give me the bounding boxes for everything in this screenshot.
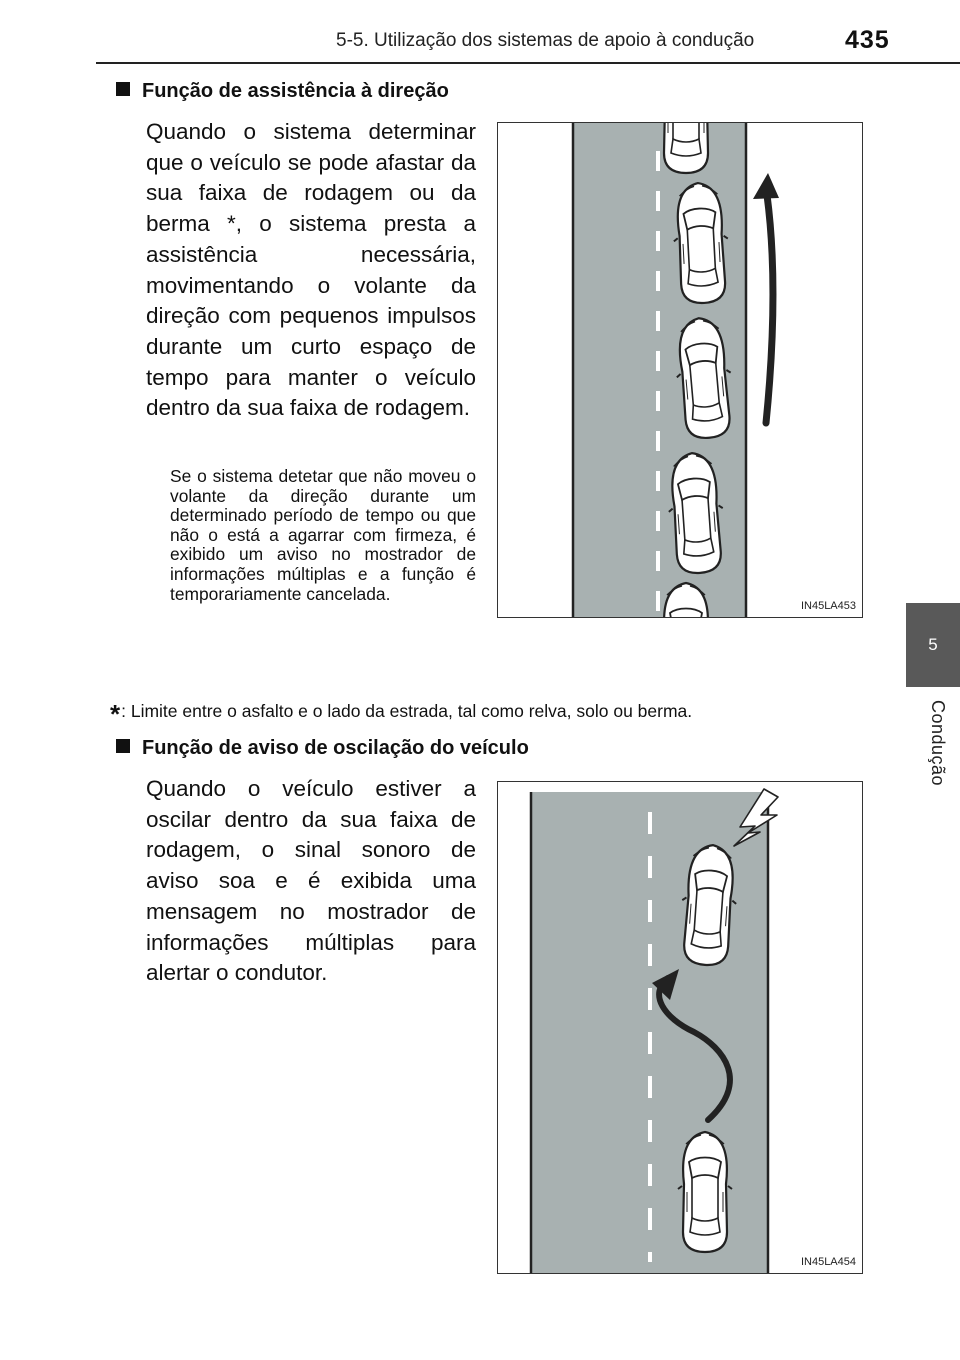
section-title: 5-5. Utilização dos sistemas de apoio à condução (336, 30, 755, 51)
figure-sway-warning (497, 781, 863, 1274)
header-divider (96, 62, 960, 64)
figure-code: IN45LA454 (800, 1256, 856, 1268)
steering-assist-paragraph: Quando o sistema determinar que o veículo se pode afastar da sua faixa de rodagem ou da berma *, o sistema presta a assistência necessária, movimentando o volante da direção com pequenos impulsos durante um curto espaço de tempo para manter o veículo dentro da sua faixa de rodagem. (146, 119, 476, 421)
car-top-view-icon (678, 1132, 732, 1252)
car-top-view-icon (659, 123, 713, 173)
footnote-marker: * (110, 699, 121, 729)
figure-lane-assist (497, 122, 863, 618)
heading-text: Função de assistência à direção (142, 80, 449, 102)
figure-code: IN45LA453 (800, 600, 856, 612)
square-bullet-icon (116, 82, 130, 96)
footnote (110, 699, 692, 730)
section-heading-steering-assist (116, 80, 449, 103)
heading-text: Função de aviso de oscilação do veículo (142, 737, 529, 759)
sway-warning-paragraph: Quando o veículo estiver a oscilar dentro da sua faixa de rodagem, o sinal sonoro de aviso soa e é exibida uma mensagem no mostrador de informações múltiplas para alertar o condutor. (146, 776, 476, 986)
section-heading-sway-warning (116, 737, 529, 760)
chapter-label: Condução (928, 700, 948, 787)
footnote-text: : Limite entre o asfalto e o lado da estrada, tal como relva, solo ou berma. (121, 701, 693, 721)
page-number: 435 (845, 26, 890, 54)
arrow-head (753, 173, 779, 199)
figure-2-illustration (498, 782, 862, 1273)
chapter-tab[interactable] (906, 603, 960, 687)
square-bullet-icon (116, 739, 130, 753)
chapter-number: 5 (928, 635, 938, 654)
curved-arrow-icon (766, 195, 773, 423)
figure-1-illustration (498, 123, 862, 617)
steering-assist-note: Se o sistema detetar que não moveu o volante da direção durante um determinado período de tempo ou que não o está a agarrar com firmeza, é exibido um aviso no mostrador de informações múltiplas e a função é temporariamente cancelada. (170, 466, 476, 604)
